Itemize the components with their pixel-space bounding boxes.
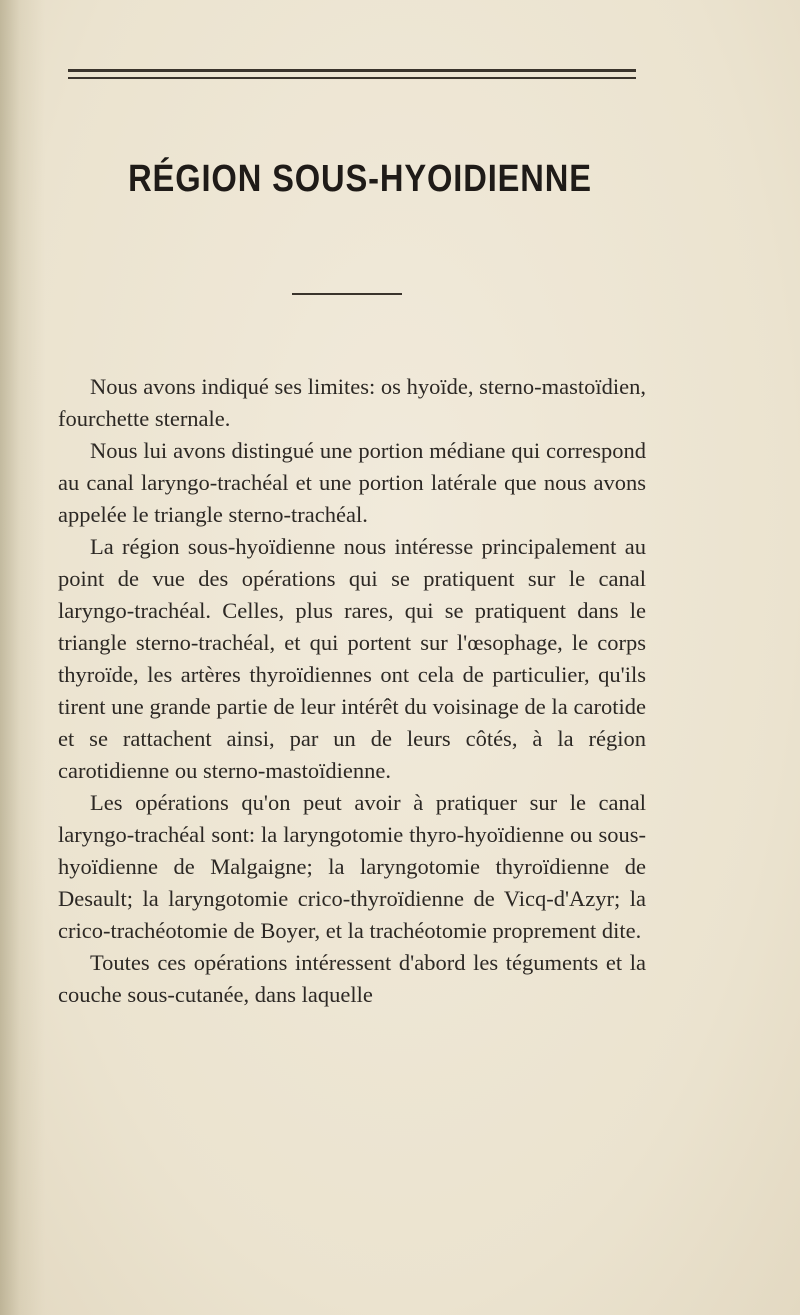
chapter-title: RÉGION SOUS-HYOIDIENNE [128, 158, 592, 200]
paragraph: La région sous-hyoïdienne nous intéresse principalement au point de vue des opérations qui se pratiquent sur le canal laryngo-trachéal. Celles, plus rares, qui se pratiquent dans le triangle sterno-trachéal, et qui portent sur l'œsophage, le corps thyroïde, les artères thyroïdiennes ont cela de particulier, qu'ils tirent une grande partie de leur intérêt du voisinage de la carotide et se rattachent ainsi, par un de leurs côtés, à la région carotidienne ou sterno-mastoïdienne. [58, 534, 646, 783]
paragraph: Nous lui avons distingué une portion médiane qui correspond au canal laryngo-trachéal et une portion latérale que nous avons appelée le triangle sterno-trachéal. [58, 438, 646, 527]
title-separator-rule [292, 293, 402, 295]
top-double-rule-thick [68, 69, 636, 72]
top-double-rule-thin [68, 77, 636, 79]
paragraph: Nous avons indiqué ses limites: os hyoïde, sterno-mastoïdien, fourchette sternale. [58, 374, 646, 431]
paragraph: Toutes ces opérations intéressent d'abord les téguments et la couche sous-cutanée, dans laquelle [58, 950, 646, 1007]
paragraph: Les opérations qu'on peut avoir à pratiquer sur le canal laryngo-trachéal sont: la laryngotomie thyro-hyoïdienne ou sous-hyoïdienne de Malgaigne; la laryngotomie thyroïdienne de Desault; la laryngotomie crico-thyroïdienne de Vicq-d'Azyr; la crico-trachéotomie de Boyer, et la trachéotomie proprement dite. [58, 790, 646, 943]
body-text [58, 371, 646, 1011]
